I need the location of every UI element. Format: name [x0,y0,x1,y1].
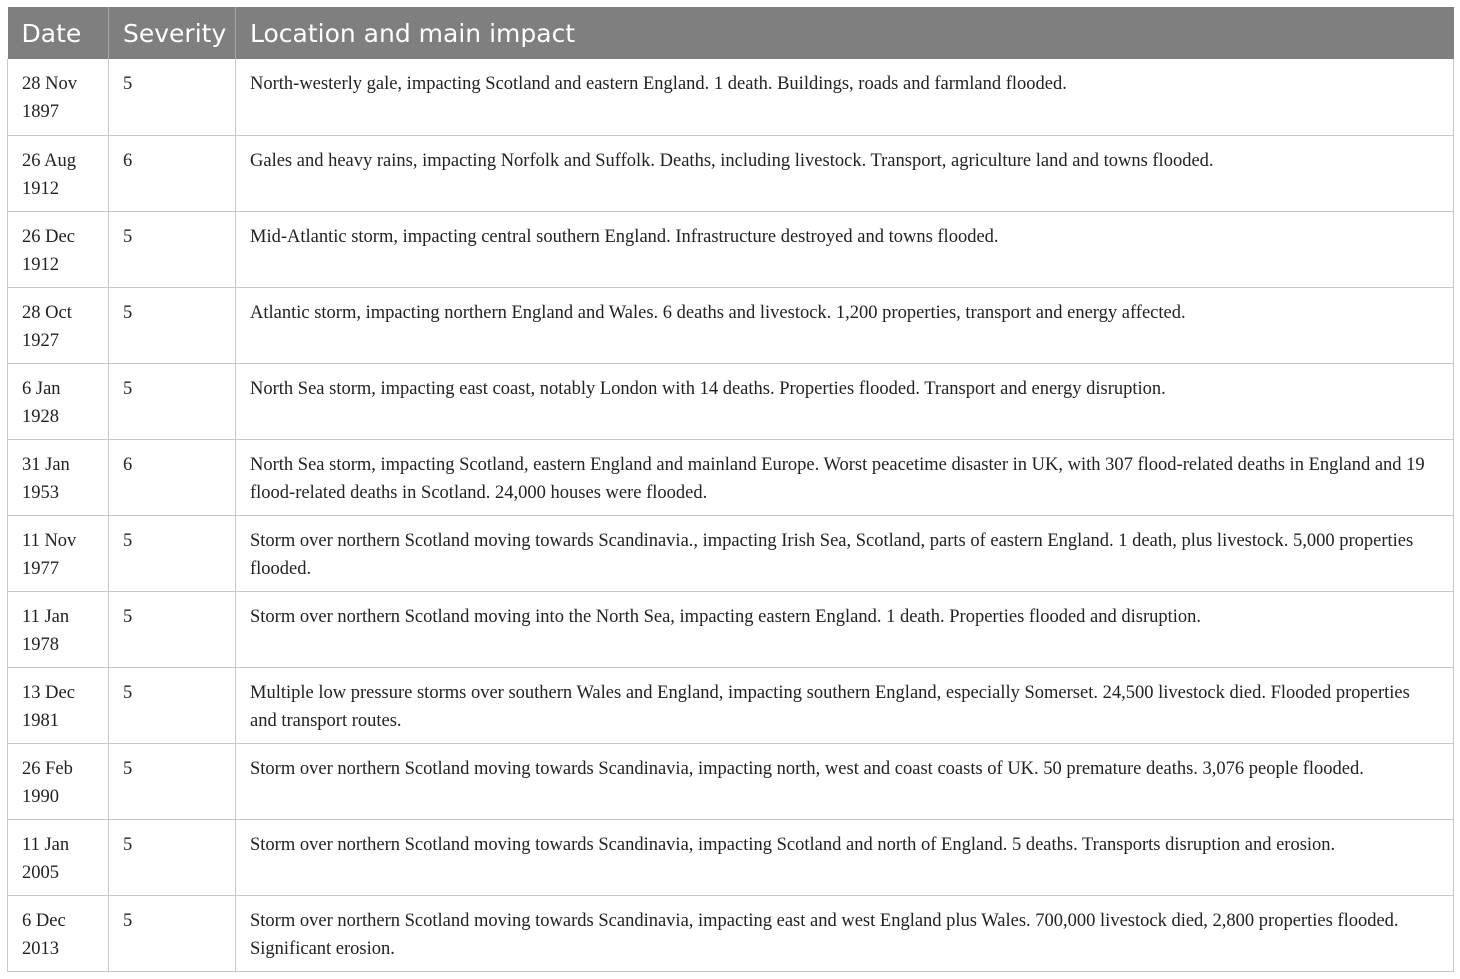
cell-severity: 5 [109,591,236,667]
table-row [8,59,1454,135]
cell-location-impact: Gales and heavy rains, impacting Norfolk and Suffolk. Deaths, including livestock. Transport, agriculture land and towns flooded. [236,135,1454,211]
header-location-impact: Location and main impact [236,7,1454,59]
table-row [8,515,1454,591]
cell-location-impact: North Sea storm, impacting Scotland, eastern England and mainland Europe. Worst peacetime disaster in UK, with 307 flood-related deaths in England and 19 flood-related deaths in Scotland. 24,000 houses were flooded. [236,439,1454,515]
table-row [8,819,1454,895]
cell-date: 28 Nov 1897 [8,59,109,135]
cell-date: 31 Jan 1953 [8,439,109,515]
header-severity: Severity [109,7,236,59]
cell-date: 11 Nov 1977 [8,515,109,591]
cell-severity: 5 [109,743,236,819]
table-row [8,743,1454,819]
cell-severity: 5 [109,667,236,743]
cell-date: 11 Jan 1978 [8,591,109,667]
storm-events-table [7,7,1454,972]
table-row [8,135,1454,211]
table-row [8,667,1454,743]
table-row [8,363,1454,439]
cell-severity: 5 [109,363,236,439]
cell-location-impact: North-westerly gale, impacting Scotland and eastern England. 1 death. Buildings, roads and farmland flooded. [236,59,1454,135]
cell-location-impact: Storm over northern Scotland moving towards Scandinavia, impacting east and west England plus Wales. 700,000 livestock died, 2,800 properties flooded. Significant erosion. [236,895,1454,971]
cell-date: 6 Dec 2013 [8,895,109,971]
cell-date: 26 Dec 1912 [8,211,109,287]
cell-date: 13 Dec 1981 [8,667,109,743]
cell-location-impact: Storm over northern Scotland moving towards Scandinavia, impacting Scotland and north of England. 5 deaths. Transports disruption and erosion. [236,819,1454,895]
cell-date: 28 Oct 1927 [8,287,109,363]
cell-severity: 5 [109,895,236,971]
table-row [8,287,1454,363]
cell-severity: 5 [109,515,236,591]
cell-severity: 6 [109,135,236,211]
cell-severity: 5 [109,59,236,135]
cell-date: 11 Jan 2005 [8,819,109,895]
table-body [8,59,1454,971]
cell-location-impact: Mid-Atlantic storm, impacting central southern England. Infrastructure destroyed and towns flooded. [236,211,1454,287]
cell-location-impact: Atlantic storm, impacting northern England and Wales. 6 deaths and livestock. 1,200 properties, transport and energy affected. [236,287,1454,363]
cell-date: 26 Feb 1990 [8,743,109,819]
cell-severity: 6 [109,439,236,515]
table-header [8,7,1454,59]
header-row [8,7,1454,59]
table-row [8,591,1454,667]
table-row [8,439,1454,515]
cell-location-impact: Multiple low pressure storms over southern Wales and England, impacting southern England, especially Somerset. 24,500 livestock died. Flooded properties and transport routes. [236,667,1454,743]
cell-date: 26 Aug 1912 [8,135,109,211]
header-date: Date [8,7,109,59]
storm-events-table-container [7,7,1453,972]
cell-location-impact: Storm over northern Scotland moving towards Scandinavia., impacting Irish Sea, Scotland, parts of eastern England. 1 death, plus livestock. 5,000 properties flooded. [236,515,1454,591]
cell-location-impact: Storm over northern Scotland moving into the North Sea, impacting eastern England. 1 death. Properties flooded and disruption. [236,591,1454,667]
cell-severity: 5 [109,287,236,363]
cell-date: 6 Jan 1928 [8,363,109,439]
cell-location-impact: North Sea storm, impacting east coast, notably London with 14 deaths. Properties flooded. Transport and energy disruption. [236,363,1454,439]
table-row [8,895,1454,971]
table-row [8,211,1454,287]
cell-severity: 5 [109,819,236,895]
cell-severity: 5 [109,211,236,287]
cell-location-impact: Storm over northern Scotland moving towards Scandinavia, impacting north, west and coast coasts of UK. 50 premature deaths. 3,076 people flooded. [236,743,1454,819]
